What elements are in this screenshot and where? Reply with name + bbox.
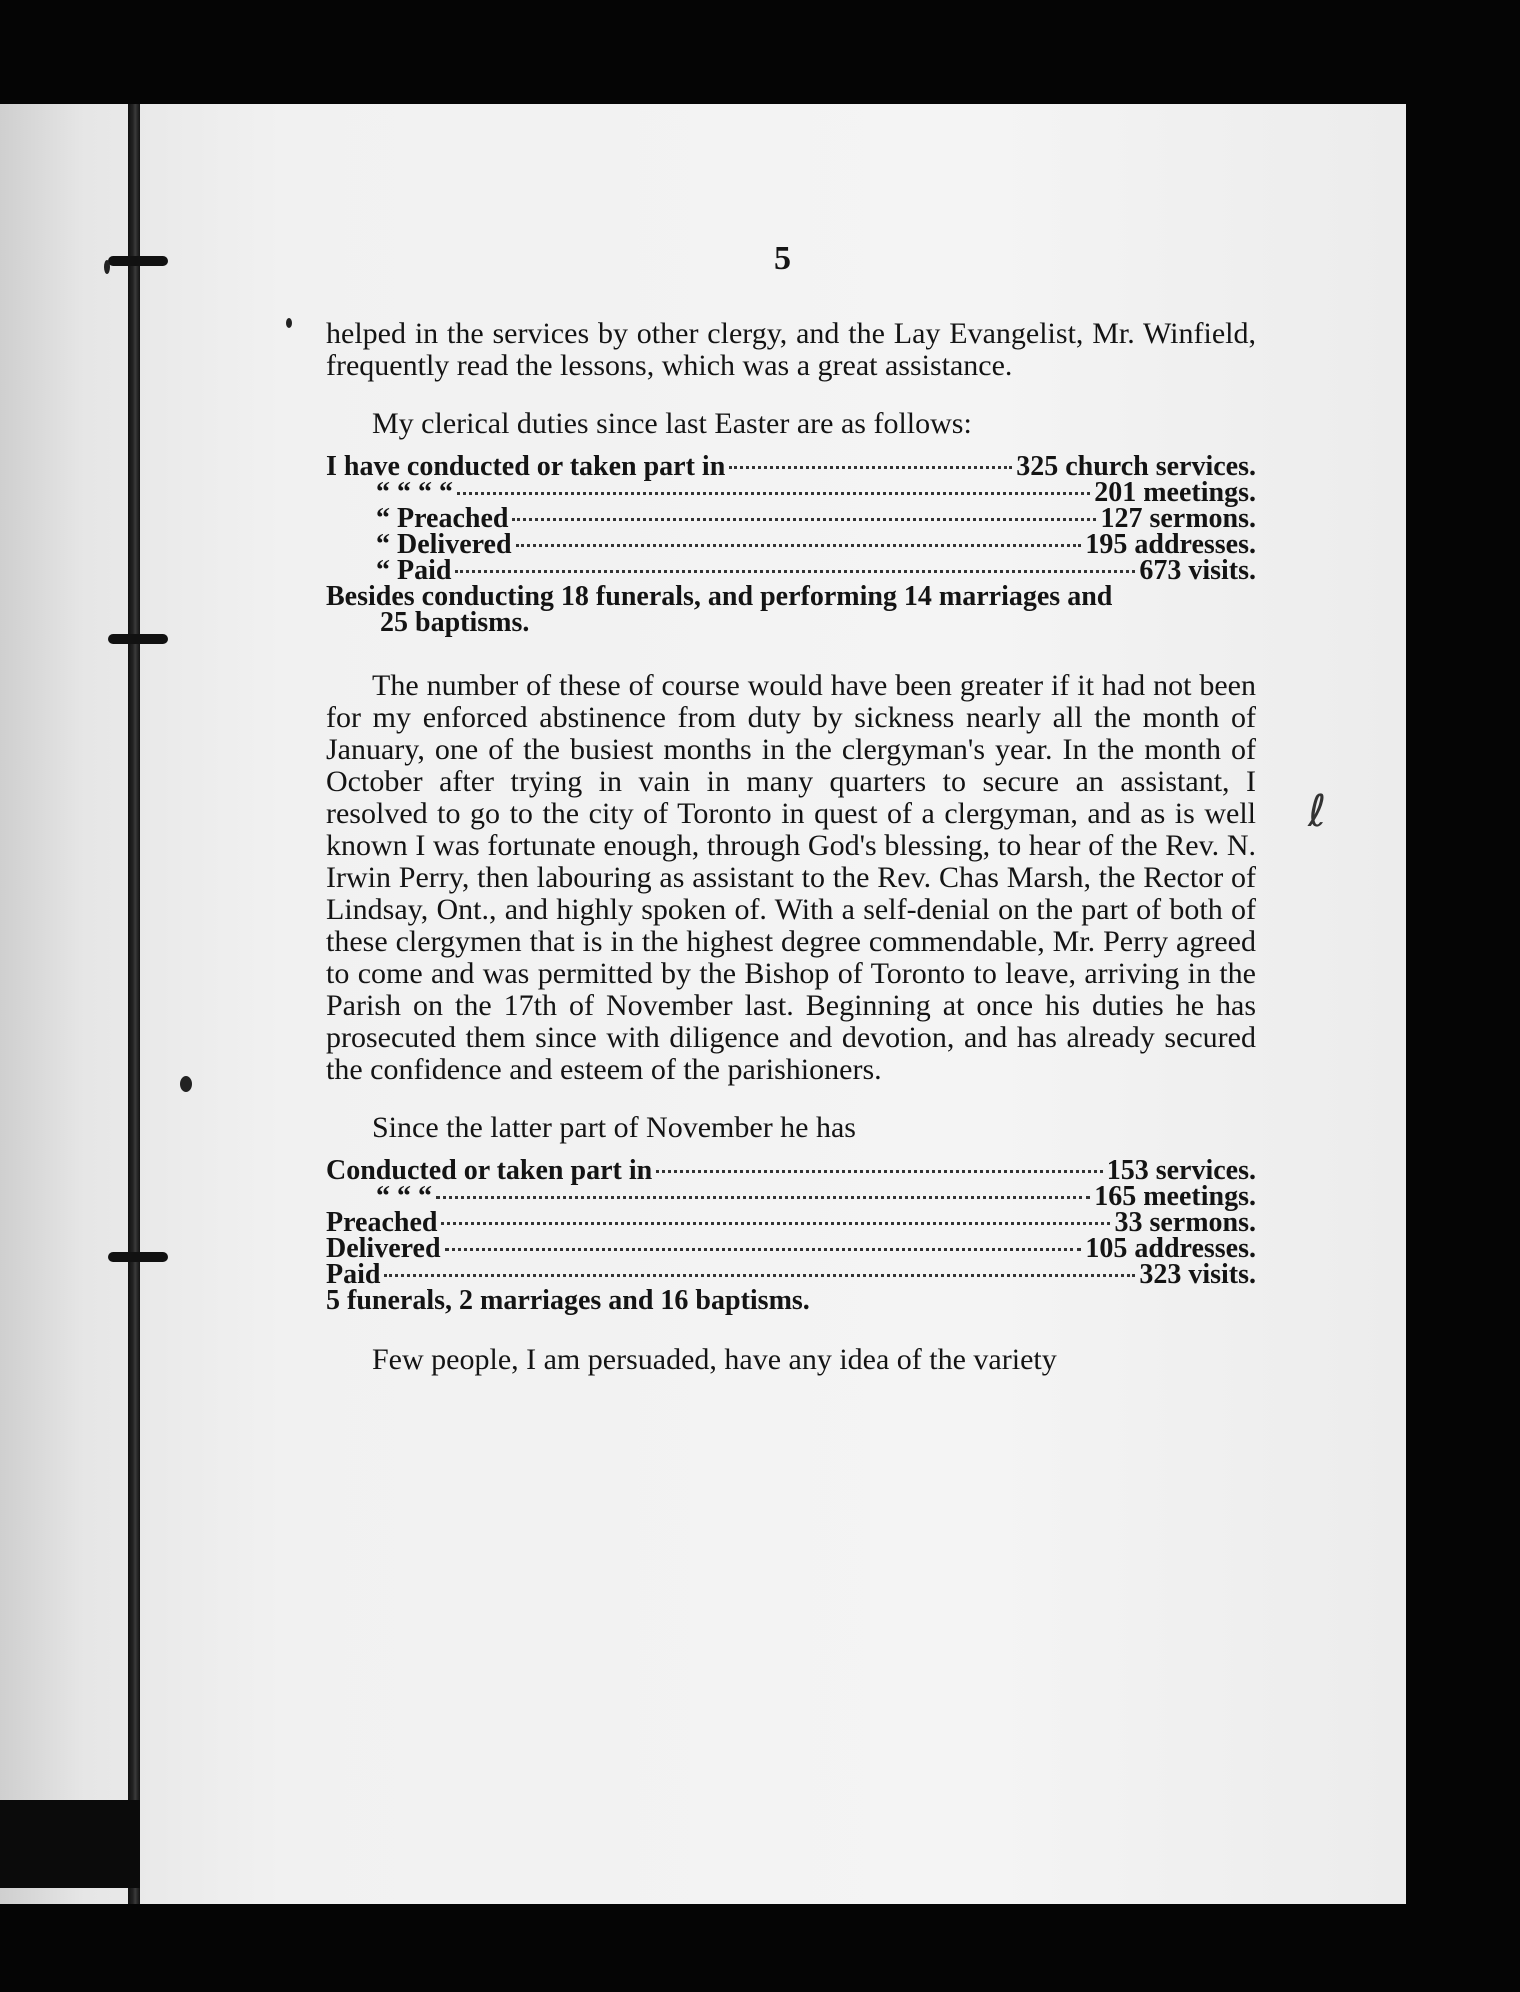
paragraph-continued: helped in the services by other clergy, and the Lay Evangelist, Mr. Winfield, frequently read the lessons, which was a great assistance. — [326, 317, 1256, 382]
list-item: “ Delivered 195 addresses. — [376, 529, 1256, 560]
assistant-intro: Since the latter part of November he has — [372, 1111, 856, 1144]
leader-dots — [436, 1196, 1090, 1199]
list-item: Preached 33 sermons. — [326, 1207, 1256, 1238]
page-number: 5 — [774, 240, 791, 277]
scan-border — [0, 1800, 140, 1888]
list-item: I have conducted or taken part in 325 church services. — [326, 451, 1256, 482]
list-item: “ Paid 673 visits. — [376, 555, 1256, 586]
list-item: “ Preached 127 sermons. — [376, 503, 1256, 534]
ink-speck — [286, 318, 292, 328]
leader-dots — [512, 518, 1096, 521]
binding-clip — [108, 1252, 168, 1262]
assistant-duties-list — [326, 1155, 1256, 1290]
ink-speck — [104, 260, 110, 274]
page-body — [326, 318, 1256, 1376]
list-item: Delivered 105 addresses. — [326, 1233, 1256, 1264]
duties-intro: My clerical duties since last Easter are as follows: — [372, 407, 972, 440]
closing-paragraph-start: Few people, I am persuaded, have any idea of the variety — [372, 1343, 1057, 1376]
leader-dots — [441, 1222, 1110, 1225]
leader-dots — [729, 466, 1012, 469]
list-item: “ “ “ “ 201 meetings. — [376, 477, 1256, 508]
list-item: Conducted or taken part in 153 services. — [326, 1155, 1256, 1186]
leader-dots — [656, 1170, 1103, 1173]
binding-clip — [108, 256, 168, 266]
narrative-paragraph: The number of these of course would have been greater if it had not been for my enforced abstinence from duty by sickness nearly all the month of January, one of the busiest months in the clergyman's year. In the month of October after trying in vain in many quarters to secure an assistant, I resolved to go to the city of Toronto in quest of a clergyman, and as is well known I was fortunate enough, through God's blessing, to hear of the Rev. N. Irwin Perry, then labouring as assistant to the Rev. Chas Marsh, the Rector of Lindsay, Ont., and highly spoken of. With a self-denial on the part of both of these clergymen that is in the highest degree commendable, Mr. Perry agreed to come and was permitted by the Bishop of Toronto to leave, arriving in the Parish on the 17th of November last. Beginning at once his duties he has prosecuted them since with diligence and devotion, and has already secured the confidence and esteem of the parishioners. — [326, 669, 1256, 1086]
binding-spine — [128, 104, 140, 1904]
leader-dots — [445, 1248, 1082, 1251]
leader-dots — [457, 492, 1090, 495]
summary-note-line: Besides conducting 18 funerals, and performing 14 marriages and — [326, 581, 1113, 612]
summary-note-line: 25 baptisms. — [380, 607, 530, 638]
margin-handwriting-mark: ℓ — [1308, 786, 1327, 837]
duties-list — [326, 451, 1256, 586]
leader-dots — [516, 544, 1082, 547]
binding-clip — [108, 634, 168, 644]
leader-dots — [384, 1274, 1135, 1277]
list-item: “ “ “ 165 meetings. — [376, 1181, 1256, 1212]
summary-note-line: 5 funerals, 2 marriages and 16 baptisms. — [326, 1285, 810, 1316]
leader-dots — [455, 570, 1135, 573]
ink-speck — [180, 1076, 192, 1092]
list-item: Paid 323 visits. — [326, 1259, 1256, 1290]
